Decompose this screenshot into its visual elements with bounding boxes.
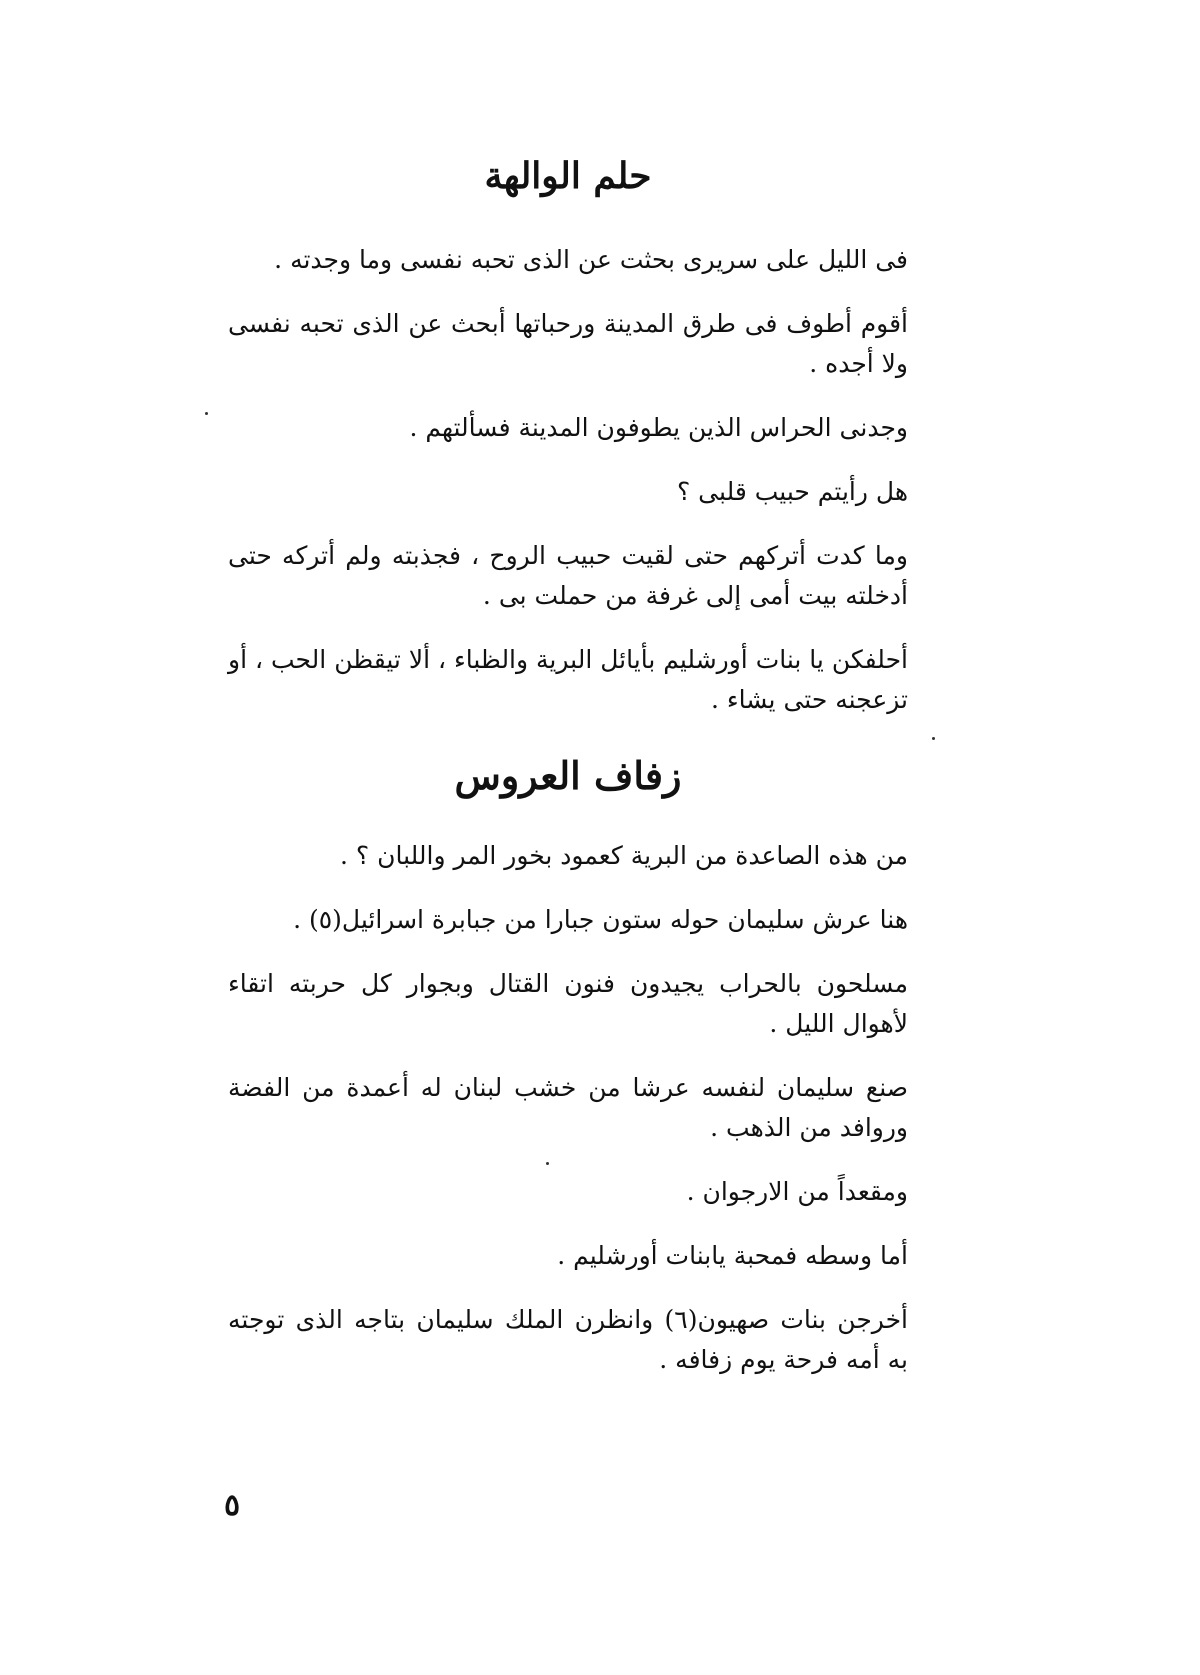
page-number: ٥ xyxy=(224,1488,241,1523)
section-2-paragraph-7: أخرجن بنات صهيون(٦) وانظرن الملك سليمان بتاجه الذى توجته به أمه فرحة يوم زفافه . xyxy=(228,1305,908,1374)
scan-speck xyxy=(546,1162,549,1165)
section-2-paragraph-6: أما وسطه فمحبة يابنات أورشليم . xyxy=(557,1241,908,1270)
section-1-title: حلم الوالهة xyxy=(484,155,652,197)
section-1-paragraph-5: وما كدت أتركهم حتى لقيت حبيب الروح ، فجذبته ولم أتركه حتى أدخلته بيت أمى إلى غرفة من حملت بى . xyxy=(228,541,908,610)
section-2-paragraph-2: هنا عرش سليمان حوله ستون جبارا من جبابرة اسرائيل(٥) . xyxy=(293,905,908,934)
scan-speck xyxy=(932,737,935,740)
section-1-paragraph-1: فى الليل على سريرى بحثت عن الذى تحبه نفسى وما وجدته . xyxy=(274,245,908,274)
section-2 xyxy=(228,750,908,1404)
section-2-paragraph-3: مسلحون بالحراب يجيدون فنون القتال وبجوار كل حربته اتقاء لأهوال الليل . xyxy=(228,969,908,1038)
section-2-paragraph-4: صنع سليمان لنفسه عرشا من خشب لبنان له أعمدة من الفضة وروافد من الذهب . xyxy=(228,1073,908,1142)
section-2-paragraph-1: من هذه الصاعدة من البرية كعمود بخور المر واللبان ؟ . xyxy=(340,841,908,870)
section-1-paragraph-2: أقوم أطوف فى طرق المدينة ورحباتها أبحث عن الذى تحبه نفسى ولا أجده . xyxy=(228,309,908,378)
section-1 xyxy=(228,150,908,744)
section-2-paragraph-5: ومقعداً من الارجوان . xyxy=(686,1177,908,1206)
section-1-paragraph-6: أحلفكن يا بنات أورشليم بأيائل البرية والظباء ، ألا تيقظن الحب ، أو تزعجنه حتى يشاء . xyxy=(228,645,908,714)
scan-speck xyxy=(205,412,208,415)
section-2-title: زفاف العروس xyxy=(454,753,682,798)
section-1-paragraph-3: وجدنى الحراس الذين يطوفون المدينة فسألتهم . xyxy=(409,413,908,442)
section-1-paragraph-4: هل رأيتم حبيب قلبى ؟ xyxy=(676,477,908,506)
